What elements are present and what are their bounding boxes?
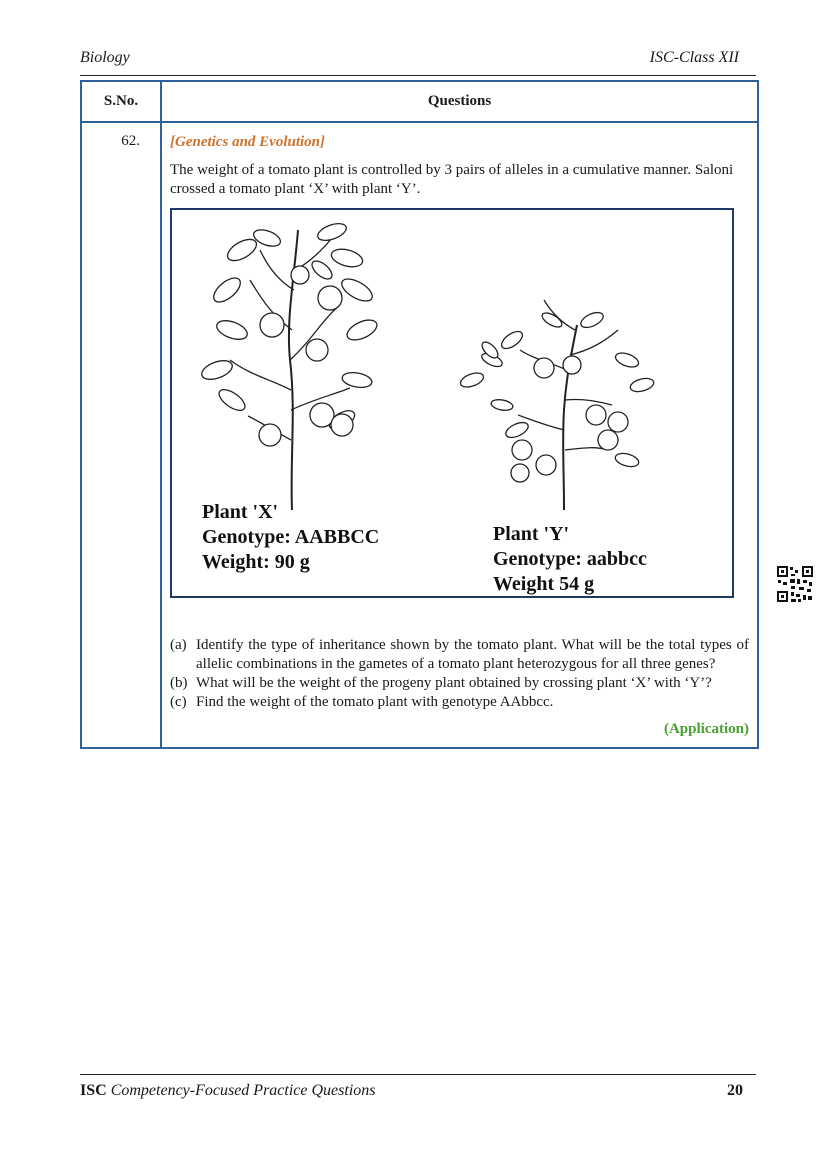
part-text: What will be the weight of the progeny plant obtained by crossing plant ‘X’ with ‘Y’? [196,675,712,691]
plant-x-genotype: Genotype: AABBCC [202,526,380,548]
column-header-sno: S.No. [81,81,161,122]
plant-y-weight: Weight 54 g [493,573,595,595]
question-part-c [170,693,749,712]
question-number: 62. [81,122,161,748]
plant-y-name: Plant 'Y' [493,523,570,545]
plant-x-labels [202,500,379,575]
header-class: ISC-Class XII [649,49,739,66]
plant-y-genotype: Genotype: aabbcc [493,548,647,570]
part-text: Identify the type of inheritance shown by the tomato plant. What will be the total types of allelic combinations in the gametes of a tomato plant heterozygous for all three genes? [196,637,749,672]
question-stem: The weight of a tomato plant is controlled by 3 pairs of alleles in a cumulative manner. Saloni crossed a tomato plant ‘X’ with plant ‘Y’. [170,162,734,197]
plant-x-name: Plant 'X' [202,501,279,523]
topic-label: [Genetics and Evolution] [170,134,326,150]
part-label: (a) [170,637,187,653]
header-subject: Biology [80,49,130,66]
table-row [81,122,758,748]
table-header-row [81,81,758,122]
question-table [80,80,759,749]
question-part-a [170,636,749,674]
qr-code-icon [776,565,814,603]
question-parts [170,636,749,712]
competency-level-tag: (Application) [663,721,749,737]
column-header-questions: Questions [161,81,758,122]
question-cell [161,122,758,748]
footer-brand: ISC [80,1082,107,1099]
header-divider [80,75,756,76]
question-part-b [170,674,749,693]
part-label: (c) [170,694,187,710]
footer-divider [80,1074,756,1075]
plant-x-weight: Weight: 90 g [202,551,310,573]
plant-y-labels [493,522,647,597]
part-label: (b) [170,675,188,691]
tomato-plants-figure [170,208,734,598]
footer-title-text: Competency-Focused Practice Questions [106,1082,376,1099]
footer-title [80,1082,376,1100]
page-number: 20 [727,1082,743,1099]
part-text: Find the weight of the tomato plant with genotype AAbbcc. [196,694,554,710]
